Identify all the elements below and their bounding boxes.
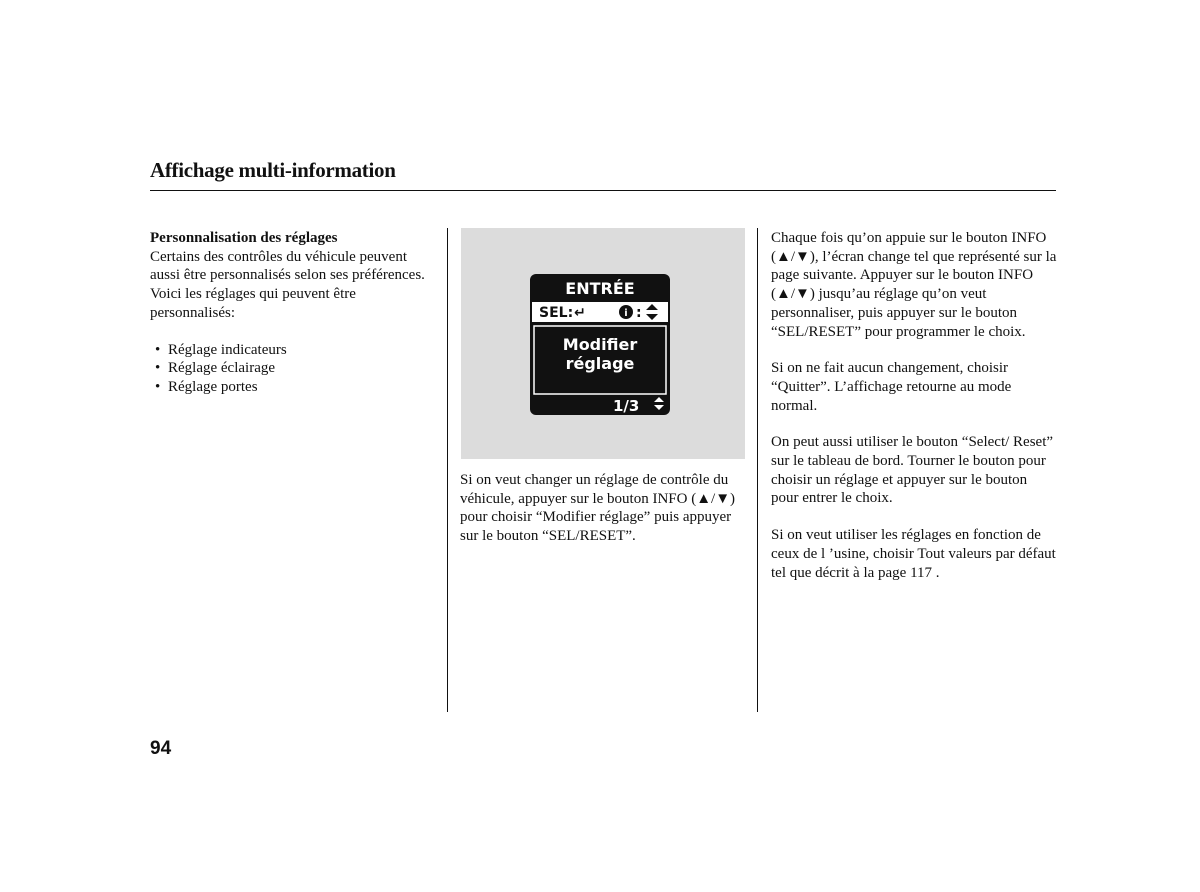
list-item-label: Réglage éclairage xyxy=(168,360,276,377)
list-item xyxy=(150,378,430,397)
column-middle xyxy=(460,471,744,564)
settings-list xyxy=(150,341,430,397)
display-title: ENTRÉE xyxy=(565,279,635,298)
info-colon: : xyxy=(636,305,642,321)
column-divider xyxy=(447,228,448,712)
list-item-label: Réglage indicateurs xyxy=(168,341,287,358)
bullet-icon: • xyxy=(155,360,161,377)
list-item-label: Réglage portes xyxy=(168,378,258,395)
display-illustration xyxy=(461,228,745,459)
bullet-icon: • xyxy=(155,341,161,358)
paragraph: Chaque fois qu’on appuie sur le bouton INFO (▲/▼), l’écran change tel que représenté sur la page suivante. Appuyer sur le bouton INFO (▲/▼) jusqu’au réglage qu’on veut personnaliser, puis appuyer sur le bouton “SEL/RESET” pour programmer le choix. xyxy=(771,230,1057,340)
list-item xyxy=(150,341,430,360)
title-underline xyxy=(150,190,1056,191)
column-divider xyxy=(757,228,758,712)
instruction-paragraph: Si on veut changer un réglage de contrôle du véhicule, appuyer sur le bouton INFO (▲/▼) pour choisir “Modifier réglage” puis appuyer sur le bouton “SEL/RESET”. xyxy=(460,472,736,545)
multi-info-display xyxy=(530,274,670,415)
bullet-icon: • xyxy=(155,378,161,395)
intro-paragraph: Certains des contrôles du véhicule peuvent aussi être personnalisés selon ses préférences. Voici les réglages qui peuvent être personnalisés: xyxy=(150,248,425,321)
display-main-line1: Modifier xyxy=(562,335,638,354)
paragraph: On peut aussi utiliser le bouton “Select/ Reset” sur le tableau de bord. Tourner le bouton pour choisir un réglage et appuyer sur le bouton pour entrer le choix. xyxy=(771,434,1054,507)
column-left xyxy=(150,229,430,397)
paragraph: Si on ne fait aucun changement, choisir “Quitter”. L’affichage retourne au mode normal. xyxy=(771,360,1012,414)
list-item xyxy=(150,359,430,378)
display-main-line2: réglage xyxy=(565,354,635,373)
info-icon-letter: i xyxy=(624,308,628,319)
display-sel-label: SEL: xyxy=(539,305,574,321)
display-page-indicator: 1/3 xyxy=(613,397,640,415)
column-right xyxy=(771,229,1057,600)
page-number: 94 xyxy=(150,738,172,759)
page-title: Affichage multi-information xyxy=(150,158,396,182)
enter-icon: ↵ xyxy=(574,305,586,321)
section-subtitle: Personnalisation des réglages xyxy=(150,230,338,246)
paragraph: Si on veut utiliser les réglages en fonction de ceux de l ’usine, choisir Tout valeurs par défaut tel que décrit à la page 117 . xyxy=(771,527,1056,581)
